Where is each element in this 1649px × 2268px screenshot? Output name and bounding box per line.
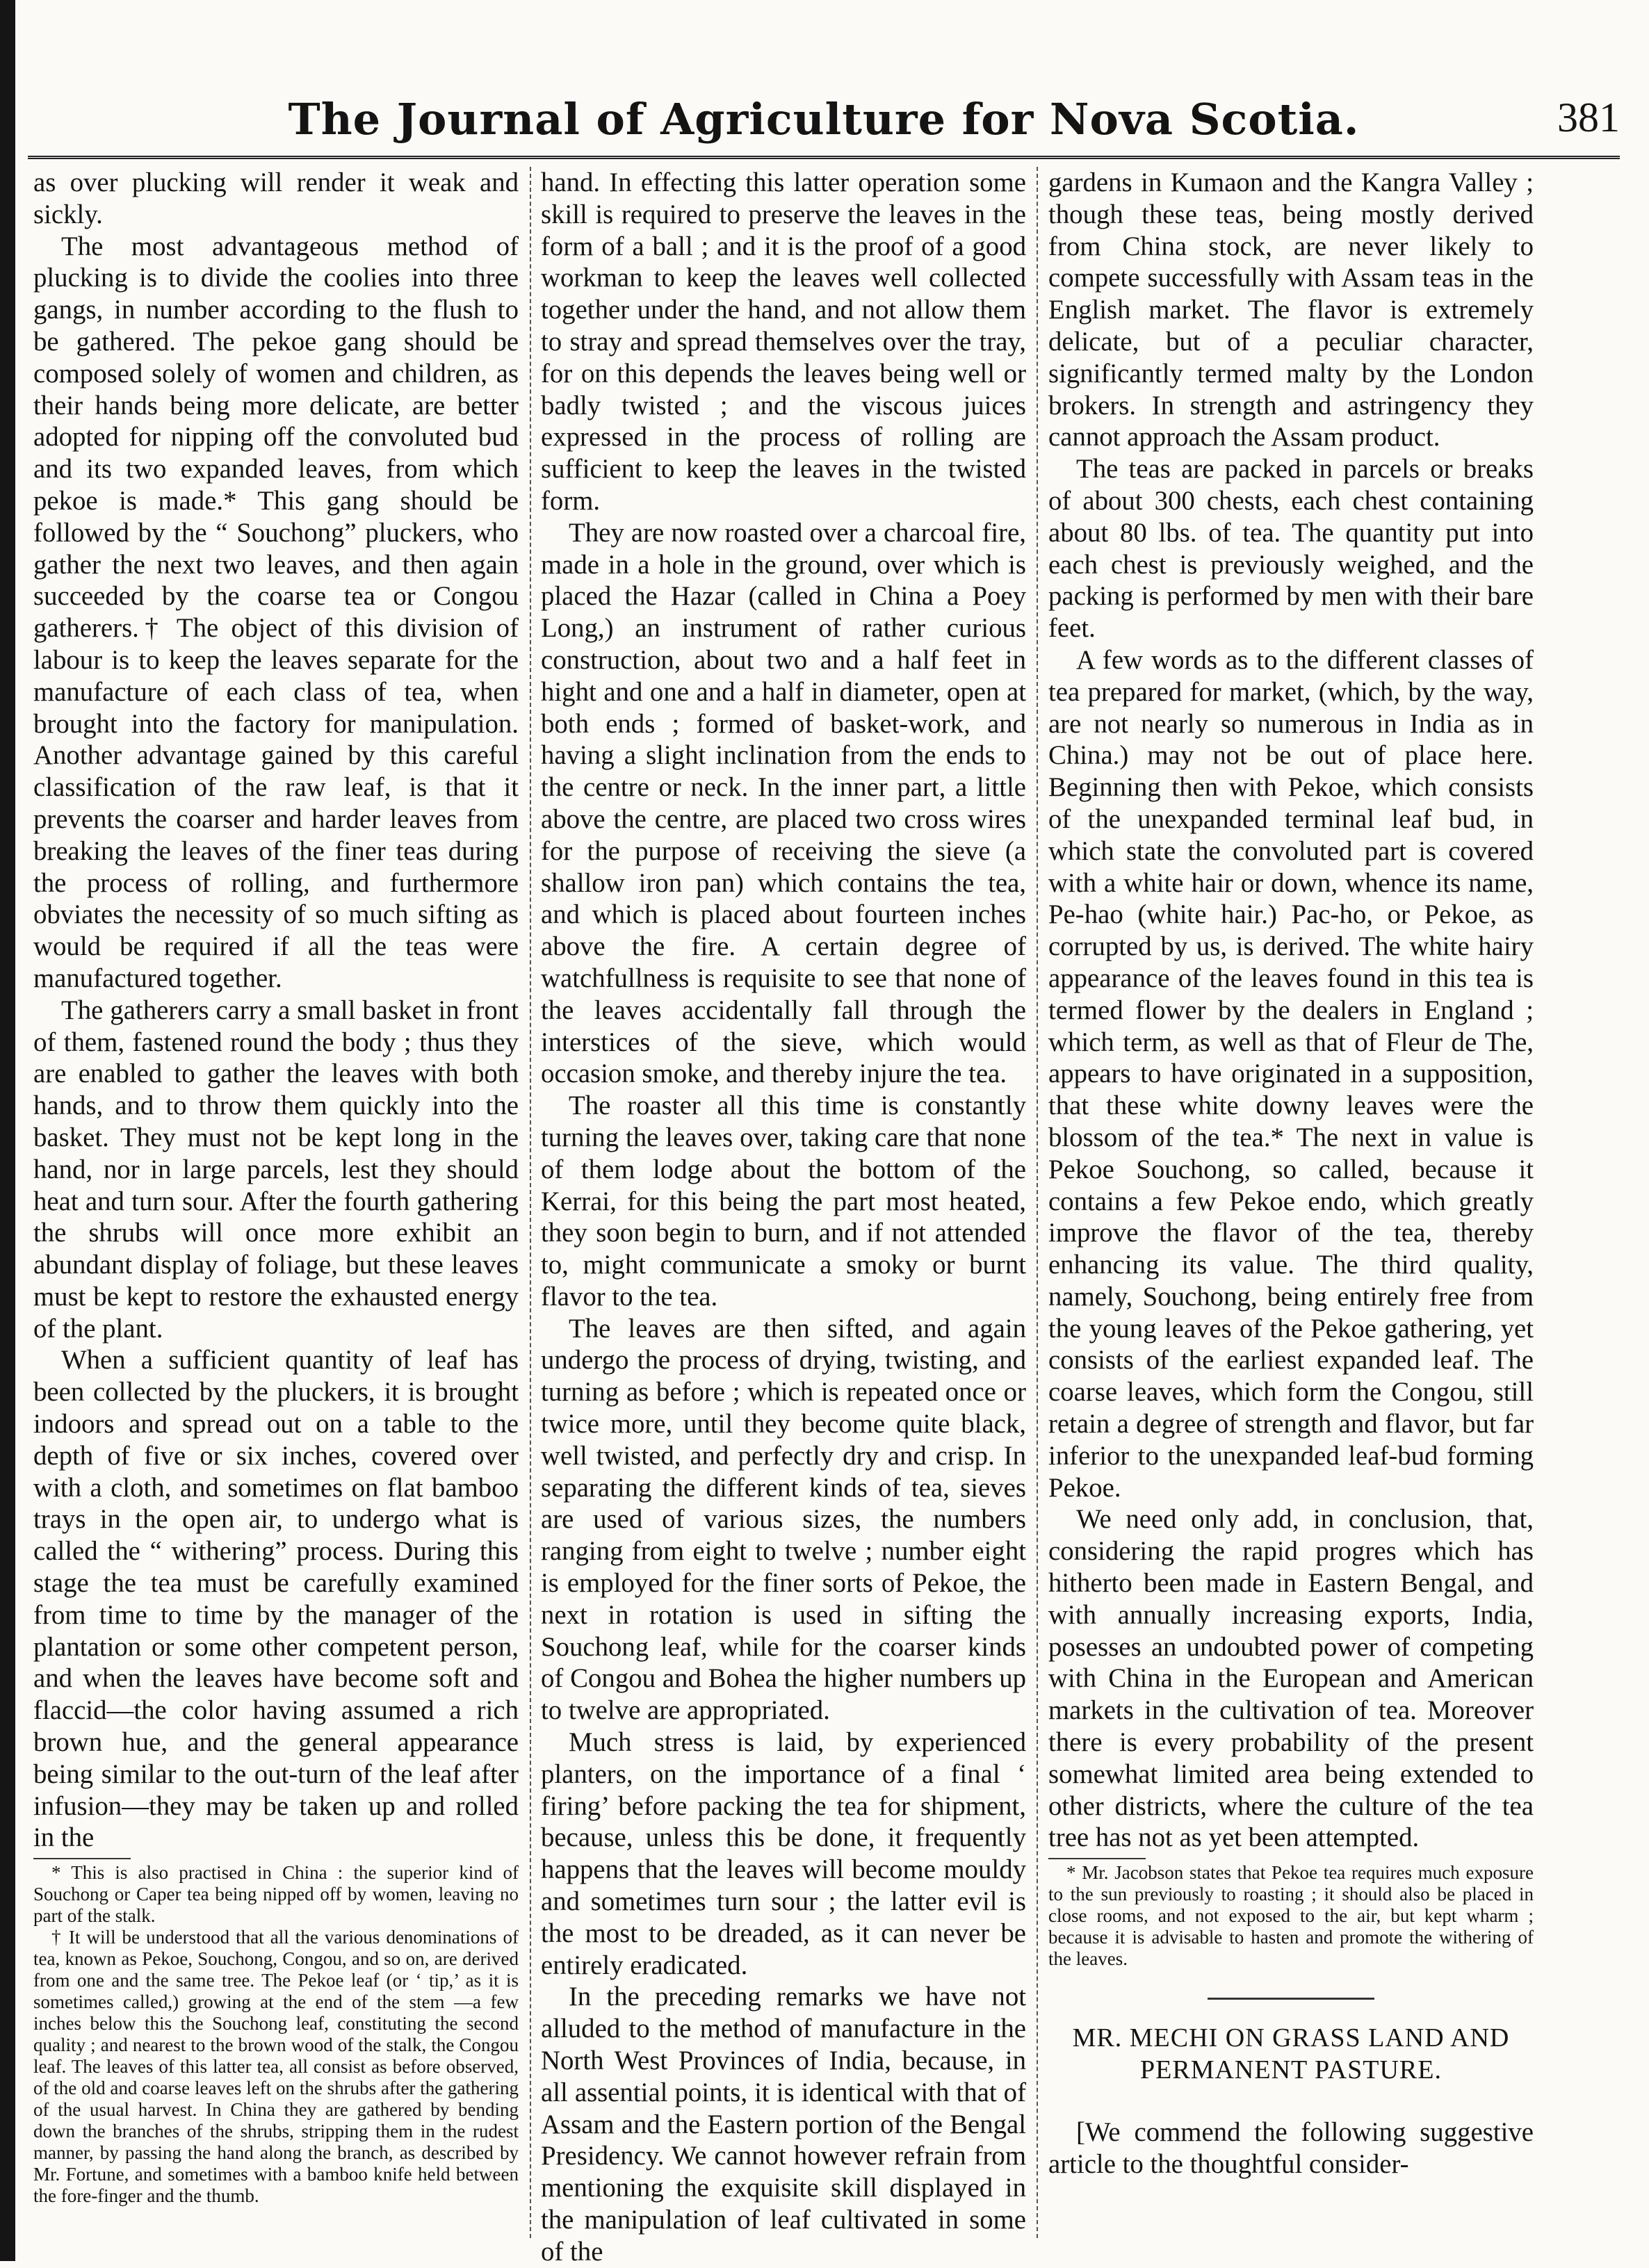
- footnotes: [33, 1862, 519, 2207]
- section-rule: [1208, 1998, 1374, 2000]
- paragraph: as over plucking will render it weak and sickly.: [33, 168, 519, 229]
- paragraph: The leaves are then sifted, and again undergo the process of drying, twisting, and turning as before ; which is repeated once or twice more, until they become quite black, well twisted, and perfectly dry and crisp. In separating the different kinds of tea, sieves are used of various sizes, the numbers ranging from eight to twelve ; number eight is employed for the finer sorts of Pekoe, the next in rotation is used in sifting the Souchong leaf, while for the coarser kinds of Congou and Bohea the higher numbers up to twelve are appropriated.: [541, 1313, 1026, 1726]
- paragraph: The roaster all this time is constantly turning the leaves over, taking care that none of them lodge about the bottom of the Kerrai, for this being the part most heated, they soon begin to burn, and if not attended to, might communicate a smoky or burnt flavor to the tea.: [541, 1091, 1026, 1312]
- page-spine: [0, 0, 15, 2261]
- page-number: 381: [1557, 95, 1620, 140]
- column-divider-2: [1037, 167, 1038, 2238]
- paragraph: We need only add, in conclusion, that, considering the rapid progres which has hitherto been made in Eastern Bengal, and with annually increasing exports, India, posesses an undoubted power of competing with China in the European and American markets in the cultivation of tea. Moreover there is every probability of the present somewhat limited area being extended to other districts, where the culture of the tea tree has not as yet been attempted.: [1048, 1504, 1534, 1853]
- paragraph: The teas are packed in parcels or breaks of about 300 chests, each chest containing about 80 lbs. of tea. The quantity put into each chest is previously weighed, and the packing is performed by men with their bare feet.: [1048, 454, 1534, 644]
- section-title: MR. MECHI ON GRASS LAND AND PERMANENT PASTURE.: [1072, 2023, 1510, 2085]
- paragraph: A few words as to the different classes of tea prepared for market, (which, by the way, are not nearly so numerous in India as in China.) may not be out of place here. Beginning then with Pekoe, which consists of the unexpanded terminal leaf bud, in which state the convoluted part is covered with a white hair or down, whence its name, Pe-hao (white hair.) Pac-ho, or Pekoe, as corrupted by us, is derived. The white hairy appearance of the leaves found in this tea is termed flower by the dealers in England ; which term, as well as that of Fleur de The, appears to have originated in a supposition, that these white downy leaves were the blossom of the tea.* The next in value is Pekoe Souchong, so called, because it contains a few Pekoe endo, which greatly improve the flavor of the tea, thereby enhancing its value. The third quality, namely, Souchong, being entirely free from the young leaves of the Pekoe gathering, yet consists of the earliest expanded leaf. The coarse leaves, which form the Congou, still retain a degree of strength and flavor, but far inferior to the unexpanded leaf-bud forming Pekoe.: [1048, 644, 1534, 1503]
- paragraph: Much stress is laid, by experienced planters, on the importance of a final ‘ firing’ before packing the tea for shipment, because, unless this be done, it frequently happens that the leaves will become mouldy and sometimes turn sour ; the latter evil is the most to be dreaded, as it can never be entirely eradicated.: [541, 1727, 1026, 1980]
- column-3: [1048, 167, 1534, 2245]
- paragraph: The most advantageous method of plucking is to divide the coolies into three gangs, in number according to the flush to be gathered. The pekoe gang should be composed solely of women and children, as their hands being more delicate, are better adopted for nipping off the convoluted bud and its two expanded leaves, from which pekoe is made.* This gang should be followed by the “ Souchong” pluckers, who gather the next two leaves, and then again succeeded by the coarse tea or Congou gatherers.† The object of this division of labour is to keep the leaves separate for the manufacture of each class of tea, when brought into the factory for manipulation. Another advantage gained by this careful classification of the raw leaf, is that it prevents the coarser and harder leaves from breaking the leaves of the finer teas during the process of rolling, and furthermore obviates the necessity of so much sifting as would be required if all the teas were manufactured together.: [33, 231, 519, 993]
- footnote-rule: [33, 1858, 131, 1859]
- column-1: [33, 167, 519, 2245]
- paragraph: In the preceding remarks we have not alluded to the method of manufacture in the North West Provinces of India, because, in all assential points, it is identical with that of Assam and the Eastern portion of the Bengal Presidency. We cannot however refrain from mentioning the exquisite skill displayed in the manipulation of leaf cultivated in some of the: [541, 1982, 1026, 2267]
- paragraph: hand. In effecting this latter operation some skill is required to preserve the leaves in the form of a ball ; and it is the proof of a good workman to keep the leaves well collected together under the hand, and not allow them to stray and spread themselves over the tray, for on this depends the leaves being well or badly twisted ; and the viscous juices expressed in the process of rolling are sufficient to keep the leaves in the twisted form.: [541, 168, 1026, 516]
- footnotes: [1048, 1862, 1534, 1970]
- footnote: † It will be understood that all the various denominations of tea, known as Pekoe, Souchong, Congou, and so on, are derived from one and the same tree. The Pekoe leaf (or ‘ tip,’ as it is sometimes called,) growing at the end of the stem —a few inches below this the Souchong leaf, constituting the second quality ; and nearest to the brown wood of the stalk, the Congou leaf. The leaves of this latter tea, all consist as before observed, of the old and coarse leaves left on the shrubs after the gathering of the usual harvest. In China they are gathered by bending down the branches of the shrubs, stripping them in the rudest manner, by passing the hand along the branch, as described by Mr. Fortune, and sometimes with a bamboo knife held between the fore-finger and the thumb.: [33, 1927, 519, 2207]
- paragraph: The gatherers carry a small basket in front of them, fastened round the body ; thus they are enabled to gather the leaves with both hands, and to throw them quickly into the basket. They must not be kept long in the hand, nor in large parcels, lest they should heat and turn sour. After the fourth gathering the shrubs will once more exhibit an abundant display of foliage, but these leaves must be kept to restore the exhausted energy of the plant.: [33, 995, 519, 1344]
- header-rule: [28, 156, 1620, 159]
- paragraph: [We commend the following suggestive article to the thoughtful consider-: [1048, 2117, 1534, 2180]
- paragraph: When a sufficient quantity of leaf has been collected by the pluckers, it is brought indoors and spread out on a table to the depth of five or six inches, covered over with a cloth, and sometimes on flat bamboo trays in the open air, to undergo what is called the “ withering” process. During this stage the tea must be carefully examined from time to time by the manager of the plantation or some other competent person, and when the leaves have become soft and flaccid—the color having assumed a rich brown hue, and the general appearance being similar to the out-turn of the leaf after infusion—they may be taken up and rolled in the: [33, 1345, 519, 1853]
- running-title: The Journal of Agriculture for Nova Scotia.: [288, 94, 1360, 145]
- footnote-rule: [1048, 1858, 1146, 1859]
- footnote: * Mr. Jacobson states that Pekoe tea requires much exposure to the sun previously to roasting ; it should also be placed in close rooms, and not exposed to the air, but kept wharm ; because it is advisable to hasten and promote the withering of the leaves.: [1048, 1862, 1534, 1970]
- column-2: [541, 167, 1026, 2267]
- footnote: * This is also practised in China : the superior kind of Souchong or Caper tea being nipped off by women, leaving no part of the stalk.: [33, 1862, 519, 1927]
- paragraph: gardens in Kumaon and the Kangra Valley ; though these teas, being mostly derived from China stock, are never likely to compete successfully with Assam teas in the English market. The flavor is extremely delicate, but of a peculiar character, significantly termed malty by the London brokers. In strength and astringency they cannot approach the Assam product.: [1048, 168, 1534, 452]
- paragraph: They are now roasted over a charcoal fire, made in a hole in the ground, over which is placed the Hazar (called in China a Poey Long,) an instrument of rather curious construction, about two and a half feet in hight and one and a half in diameter, open at both ends ; formed of basket-work, and having a slight inclination from the ends to the centre or neck. In the inner part, a little above the centre, are placed two cross wires for the purpose of receiving the sieve (a shallow iron pan) which contains the tea, and which is placed about fourteen inches above the fire. A certain degree of watchfullness is requisite to see that none of the leaves accidentally fall through the interstices of the sieve, which would occasion smoke, and thereby injure the tea.: [541, 517, 1026, 1089]
- column-divider-1: [530, 167, 531, 2238]
